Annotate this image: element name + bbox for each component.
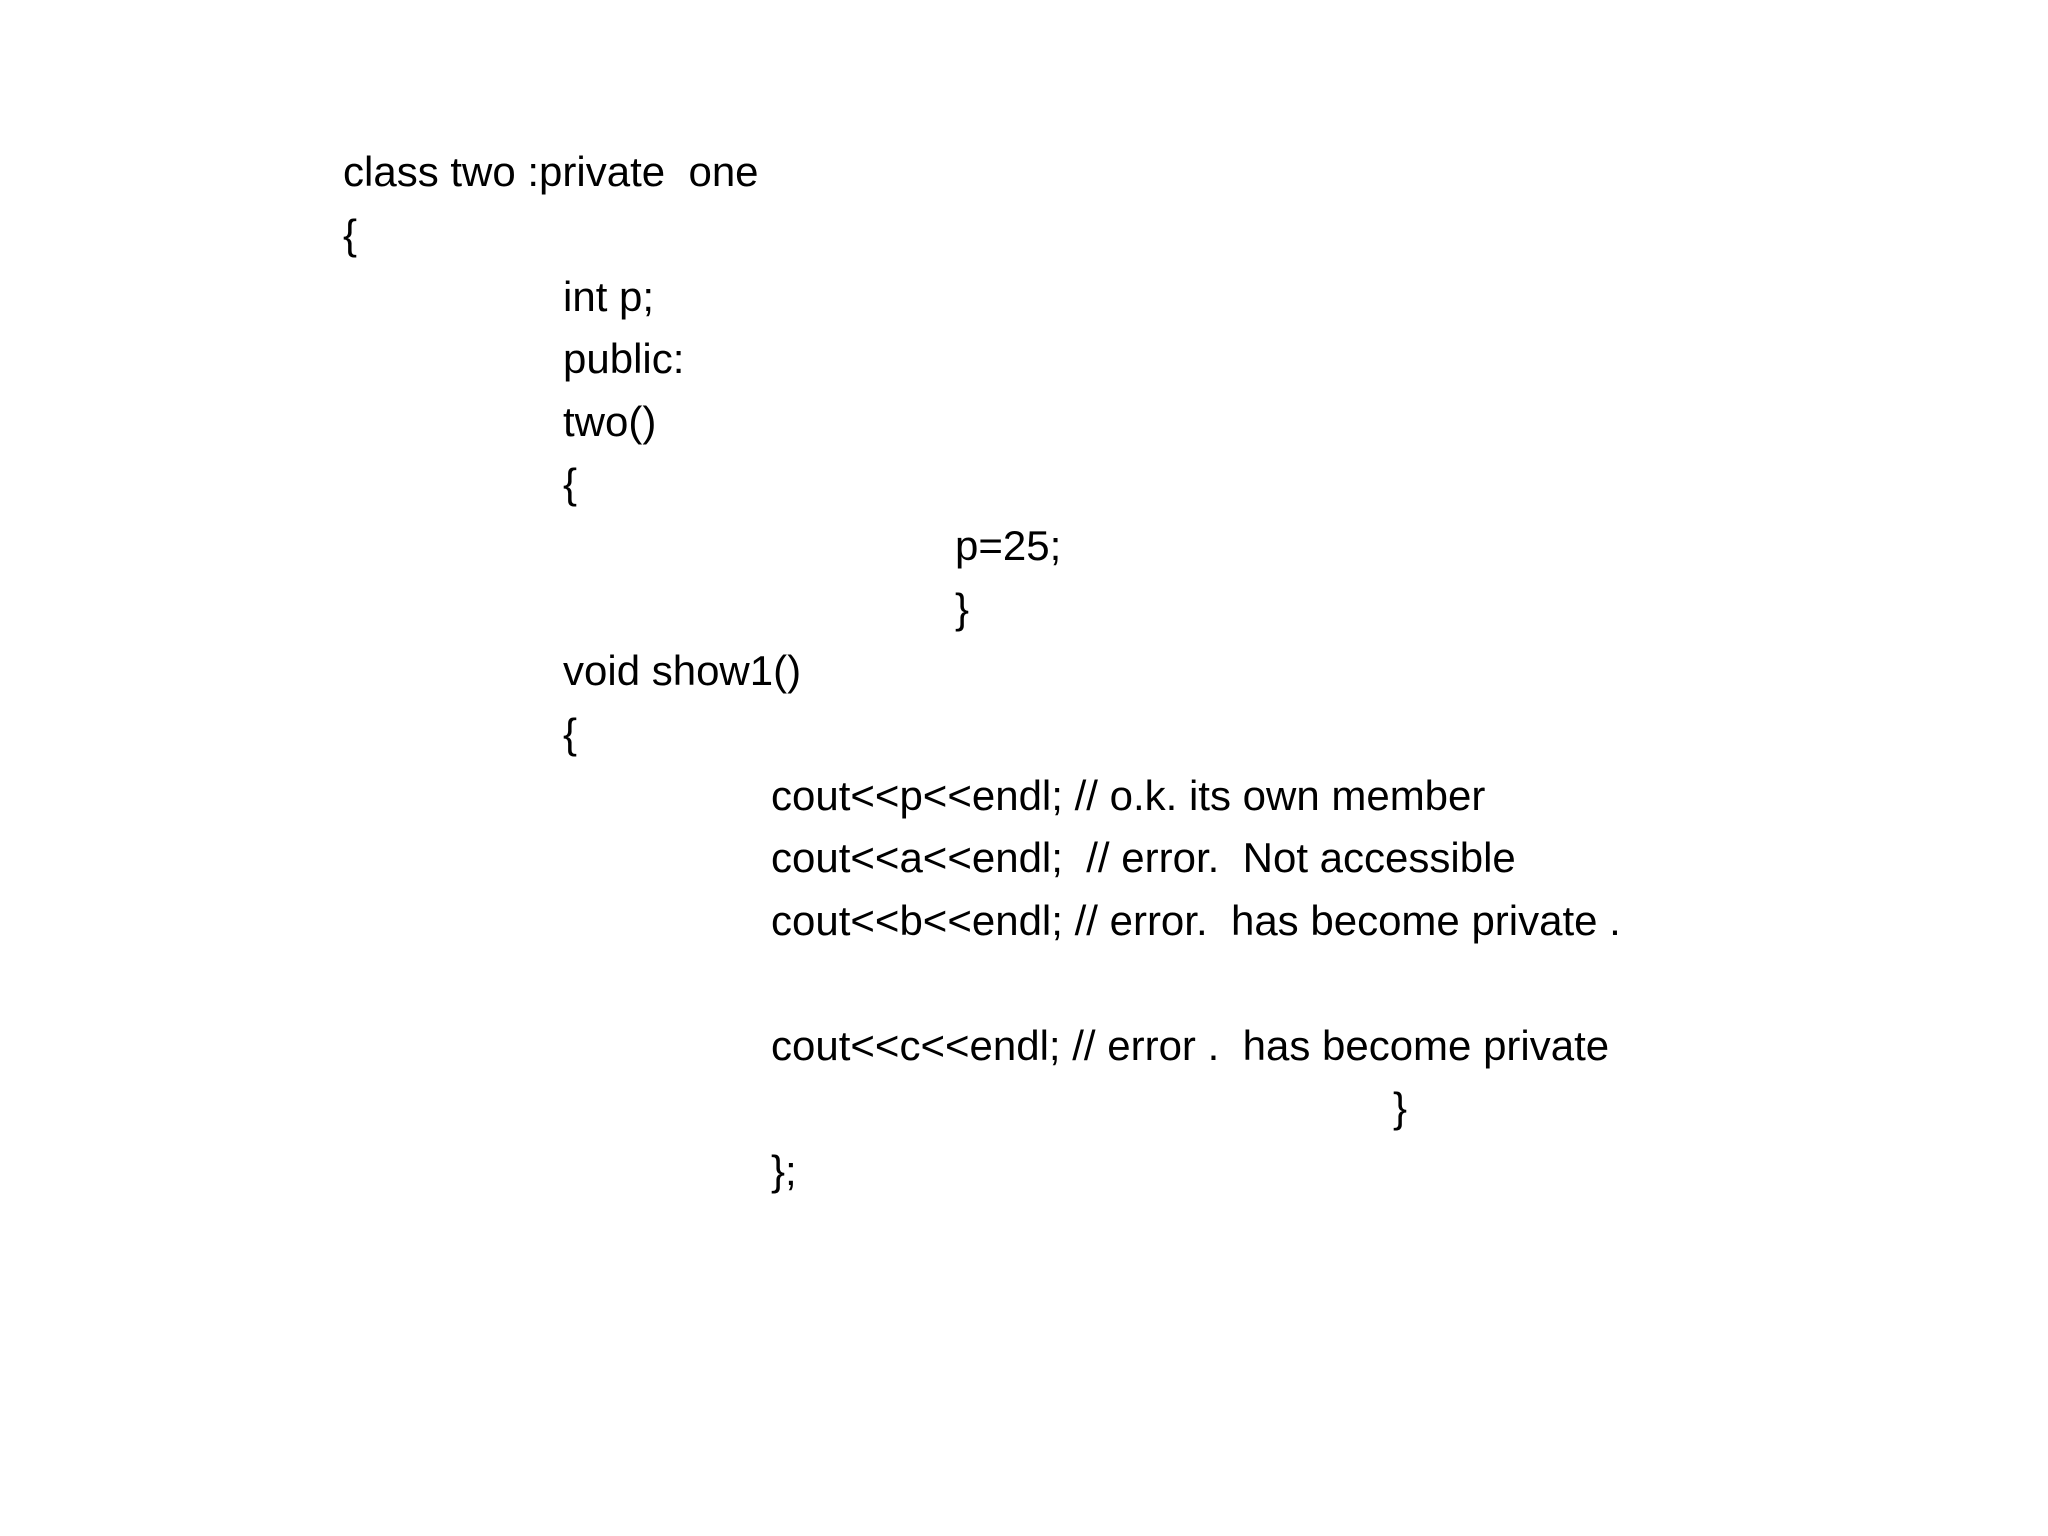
code-line-constructor: two() [563,398,657,445]
code-line-cout-b: cout<<b<<endl; // error. has become private . [771,897,1621,944]
code-line-member-declaration: int p; [563,273,655,320]
code-line-class-open-brace: { [343,211,358,258]
code-line-method-open-brace: { [563,710,578,757]
code-line-class-declaration: class two :private one [343,148,759,195]
code-line-method-declaration: void show1() [563,647,802,694]
code-line-public-specifier: public: [563,335,685,382]
code-line-cout-c: cout<<c<<endl; // error . has become private [771,1022,1610,1069]
code-line-class-close: }; [771,1147,797,1194]
code-line-constructor-open-brace: { [563,460,578,507]
code-line-constructor-close-brace: } [955,585,970,632]
code-line-cout-p: cout<<p<<endl; // o.k. its own member [771,772,1486,819]
code-line-assignment: p=25; [955,522,1062,569]
code-line-method-close-brace: } [1393,1084,1408,1131]
code-line-cout-a: cout<<a<<endl; // error. Not accessible [771,834,1516,881]
